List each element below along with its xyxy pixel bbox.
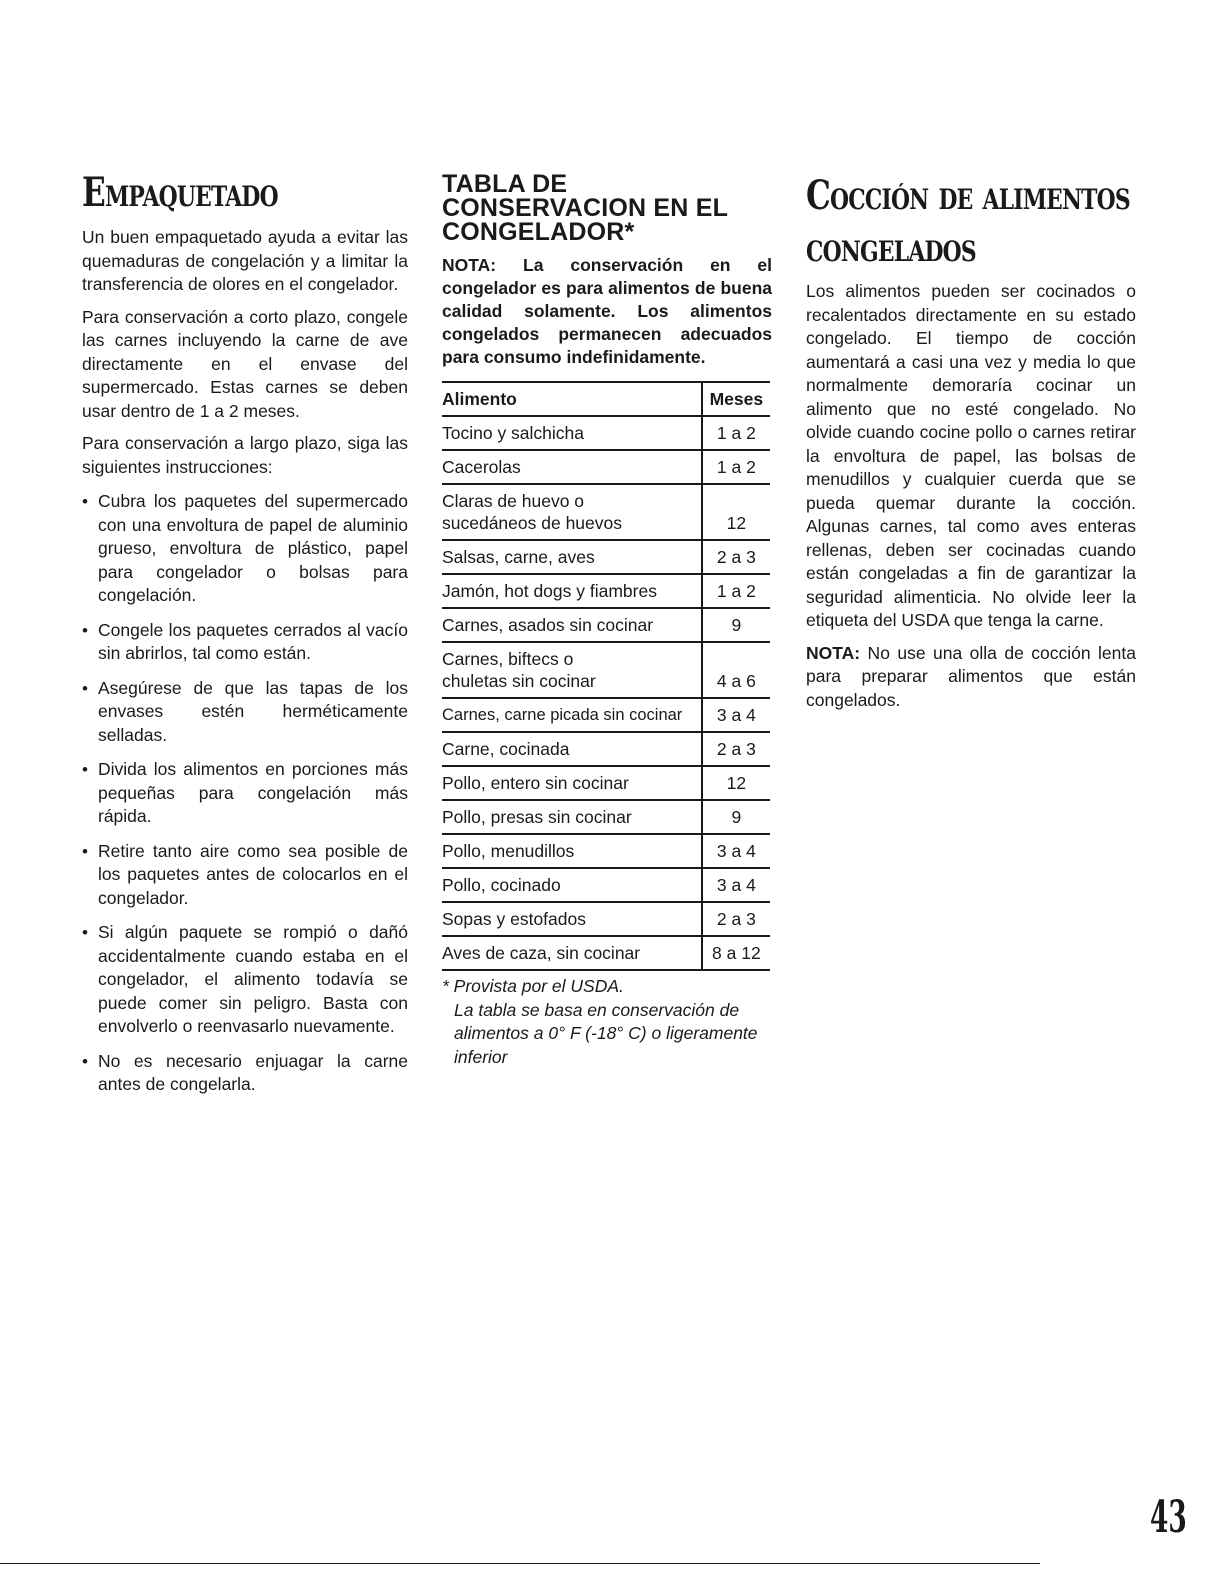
- table-header-row: [442, 382, 770, 416]
- food-cell: Sopas y estofados: [442, 902, 702, 936]
- table-section-title: [442, 172, 772, 244]
- food-cell: Carne, cocinada: [442, 732, 702, 766]
- title-line: Cocción de alimentos: [806, 172, 1130, 219]
- months-cell: 3 a 4: [702, 698, 770, 732]
- food-cell: Pollo, menudillos: [442, 834, 702, 868]
- footnote-source: * Provista por el USDA.: [442, 976, 624, 996]
- table-row: [442, 642, 770, 698]
- packaging-instructions-list: [82, 490, 408, 1097]
- food-cell: Tocino y salchicha: [442, 416, 702, 450]
- months-cell: 2 a 3: [702, 732, 770, 766]
- title-line: CONSERVACION EN EL: [442, 194, 729, 222]
- table-footnote: [442, 975, 772, 1069]
- table-row: [442, 868, 770, 902]
- table-row: [442, 936, 770, 970]
- months-cell: 1 a 2: [702, 574, 770, 608]
- food-cell: Pollo, entero sin cocinar: [442, 766, 702, 800]
- table-row: [442, 484, 770, 540]
- food-cell: Claras de huevo o sucedáneos de huevos: [442, 484, 702, 540]
- bullet-icon: •: [82, 620, 88, 640]
- empaquetado-section: [82, 168, 408, 1108]
- title-line: congelados: [806, 224, 976, 271]
- coccion-nota: [806, 642, 1136, 713]
- footer-divider: [0, 1563, 1040, 1564]
- list-item: • Congele los paquetes cerrados al vacío sin abrirlos, tal como están.: [82, 619, 408, 663]
- food-cell: Jamón, hot dogs y fiambres: [442, 574, 702, 608]
- column-header-months: Meses: [702, 382, 770, 416]
- months-cell: 12: [702, 766, 770, 800]
- months-cell: 3 a 4: [702, 868, 770, 902]
- table-row: [442, 574, 770, 608]
- page-number: 43: [1150, 1492, 1187, 1543]
- coccion-title: [806, 170, 1130, 274]
- food-cell: Pollo, presas sin cocinar: [442, 800, 702, 834]
- list-item: • Asegúrese de que las tapas de los envases estén herméticamente selladas.: [82, 677, 408, 745]
- short-term-paragraph: Para conservación a corto plazo, congele las carnes incluyendo la carne de ave directamente en el envase del supermercado. Estas carnes se deben usar dentro de 1 a 2 meses.: [82, 306, 408, 421]
- freezer-table-section: [442, 172, 772, 1069]
- bullet-icon: •: [82, 760, 88, 779]
- bullet-icon: •: [82, 923, 88, 942]
- months-cell: 2 a 3: [702, 902, 770, 936]
- list-item: • Divida los alimentos en porciones más pequeñas para congelación más rápida.: [82, 759, 408, 826]
- food-cell: Cacerolas: [442, 450, 702, 484]
- empaquetado-title: Empaquetado: [82, 169, 278, 216]
- freezer-storage-table: [442, 381, 770, 971]
- table-row: [442, 902, 770, 936]
- list-item: • Si algún paquete se rompió o dañó accidentalmente cuando estaba en el congelador, el alimento todavía se puede comer sin peligro. Basta con envolverlo o reenvasarlo nuevamente.: [82, 922, 408, 1036]
- table-row: [442, 450, 770, 484]
- table-row: [442, 800, 770, 834]
- list-item: • Retire tanto aire como sea posible de los paquetes antes de colocarlos en el congelador.: [82, 840, 408, 908]
- empaquetado-intro: Un buen empaquetado ayuda a evitar las quemaduras de congelación y a limitar la transferencia de olores en el congelador.: [82, 227, 408, 294]
- nota-text: No use una olla de cocción lenta para preparar alimentos que están congelados.: [806, 642, 1136, 710]
- bullet-icon: •: [82, 841, 88, 861]
- months-cell: 4 a 6: [702, 642, 770, 698]
- food-cell: Carnes, biftecs o chuletas sin cocinar: [442, 642, 702, 698]
- food-cell: Salsas, carne, aves: [442, 540, 702, 574]
- table-row: [442, 698, 770, 732]
- table-row: [442, 540, 770, 574]
- months-cell: 2 a 3: [702, 540, 770, 574]
- bullet-icon: •: [82, 1051, 88, 1071]
- table-row: [442, 608, 770, 642]
- food-cell: Aves de caza, sin cocinar: [442, 936, 702, 970]
- title-line: TABLA DE: [442, 170, 568, 198]
- months-cell: 9: [702, 608, 770, 642]
- bullet-icon: •: [82, 678, 88, 698]
- coccion-body: Los alimentos pueden ser cocinados o recalentados directamente en su estado congelado. El tiempo de cocción aumentará a casi una vez y media lo que normalmente demoraría cocinar un alimento que no esté congelado. No olvide cuando cocine pollo o carnes retirar la envoltura de papel, las bolsas de menudillos y cualquier cuerda que se pueda quemar durante la cocción. Algunas carnes, tal como aves enteras rellenas, deben ser cocinadas cuando están congeladas a fin de garantizar la seguridad alimenticia. No olvide leer la etiqueta del USDA que tenga la carne.: [806, 281, 1136, 630]
- table-row: [442, 766, 770, 800]
- months-cell: 8 a 12: [702, 936, 770, 970]
- column-header-food: Alimento: [442, 382, 702, 416]
- food-cell: Carnes, carne picada sin cocinar: [442, 698, 702, 732]
- table-row: [442, 416, 770, 450]
- footnote-basis: La tabla se basa en conservación de alimentos a 0° F (-18° C) o ligeramente inferior: [454, 999, 758, 1067]
- nota-label: NOTA:: [806, 642, 861, 663]
- list-item: • No es necesario enjuagar la carne antes de congelarla.: [82, 1050, 408, 1094]
- months-cell: 12: [702, 484, 770, 540]
- table-nota: NOTA: La conservación en el congelador es para alimentos de buena calidad solamente. Los alimentos congelados permanecen adecuados para consumo indefinidamente.: [442, 255, 772, 367]
- months-cell: 1 a 2: [702, 416, 770, 450]
- table-row: [442, 834, 770, 868]
- months-cell: 9: [702, 800, 770, 834]
- months-cell: 1 a 2: [702, 450, 770, 484]
- months-cell: 3 a 4: [702, 834, 770, 868]
- table-row: [442, 732, 770, 766]
- title-line: CONGELADOR*: [442, 218, 635, 246]
- bullet-icon: •: [82, 492, 88, 511]
- food-cell: Pollo, cocinado: [442, 868, 702, 902]
- food-cell: Carnes, asados sin cocinar: [442, 608, 702, 642]
- long-term-paragraph: Para conservación a largo plazo, siga las siguientes instrucciones:: [82, 433, 408, 477]
- coccion-section: [806, 170, 1136, 712]
- list-item: • Cubra los paquetes del supermercado con una envoltura de papel de aluminio grueso, envoltura de plástico, papel para congelador o bolsas para congelación.: [82, 491, 408, 605]
